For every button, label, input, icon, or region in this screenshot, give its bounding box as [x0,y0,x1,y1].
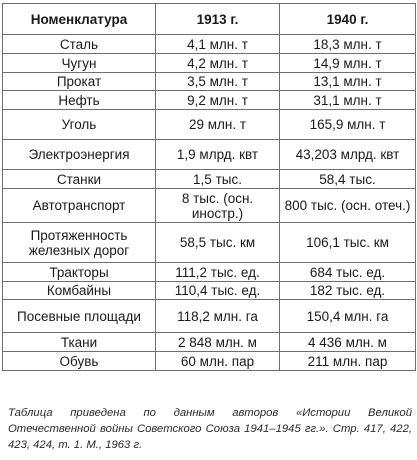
row-name: Автотранспорт [3,189,156,223]
row-value-1913: 1,9 млрд. квт [156,140,280,170]
row-name: Тракторы [3,263,156,282]
table-row [3,91,416,110]
header-1913: 1913 г. [156,4,280,35]
table-row [3,223,416,263]
row-value-1913: 2 848 млн. м [156,333,280,352]
row-value-1940: 182 тыс. ед. [280,282,416,300]
table-row [3,54,416,73]
row-name: Ткани [3,333,156,352]
row-name: Протяженность железных дорог [3,223,156,263]
row-value-1940: 150,4 млн. га [280,300,416,333]
production-table [2,3,416,371]
table-header-row [3,4,416,35]
row-value-1940: 4 436 млн. м [280,333,416,352]
row-value-1940: 58,4 тыс. [280,170,416,189]
row-name: Электроэнергия [3,140,156,170]
row-value-1940: 106,1 тыс. км [280,223,416,263]
row-value-1913: 8 тыс. (осн. иностр.) [156,189,280,223]
row-value-1913: 111,2 тыс. ед. [156,263,280,282]
row-value-1940: 800 тыс. (осн. отеч.) [280,189,416,223]
row-name: Прокат [3,73,156,91]
row-value-1940: 18,3 млн. т [280,35,416,54]
table-row [3,35,416,54]
row-value-1913: 4,1 млн. т [156,35,280,54]
row-value-1913: 9,2 млн. т [156,91,280,110]
table-footnote: Таблица приведена по данным авторов «Истории Великой Отечественной войны Советского Союза 1941–1945 гг.». Стр. 417, 422, 423, 424, т. 1. М., 1963 г. [8,407,412,451]
row-value-1913: 3,5 млн. т [156,73,280,91]
row-value-1913: 4,2 млн. т [156,54,280,73]
table-row [3,140,416,170]
row-value-1940: 13,1 млн. т [280,73,416,91]
table-row [3,333,416,352]
row-value-1940: 43,203 млрд. квт [280,140,416,170]
table-body [3,35,416,371]
row-value-1940: 165,9 млн. т [280,110,416,140]
table-row [3,352,416,371]
row-value-1913: 118,2 млн. га [156,300,280,333]
row-name: Нефть [3,91,156,110]
row-value-1913: 58,5 тыс. км [156,223,280,263]
row-name: Сталь [3,35,156,54]
table-row [3,282,416,300]
header-nomenclature: Номенклатура [3,4,156,35]
table-row [3,170,416,189]
row-name: Посевные площади [3,300,156,333]
row-value-1940: 684 тыс. ед. [280,263,416,282]
row-name: Обувь [3,352,156,371]
row-value-1940: 211 млн. пар [280,352,416,371]
table-row [3,263,416,282]
table-row [3,73,416,91]
row-name: Комбайны [3,282,156,300]
row-value-1913: 60 млн. пар [156,352,280,371]
row-value-1940: 14,9 млн. т [280,54,416,73]
table-row [3,110,416,140]
row-name: Станки [3,170,156,189]
row-value-1913: 29 млн. т [156,110,280,140]
row-value-1913: 110,4 тыс. ед. [156,282,280,300]
row-value-1940: 31,1 млн. т [280,91,416,110]
row-value-1913: 1,5 тыс. [156,170,280,189]
table-row [3,189,416,223]
header-1940: 1940 г. [280,4,416,35]
table-row [3,300,416,333]
row-name: Уголь [3,110,156,140]
row-name: Чугун [3,54,156,73]
